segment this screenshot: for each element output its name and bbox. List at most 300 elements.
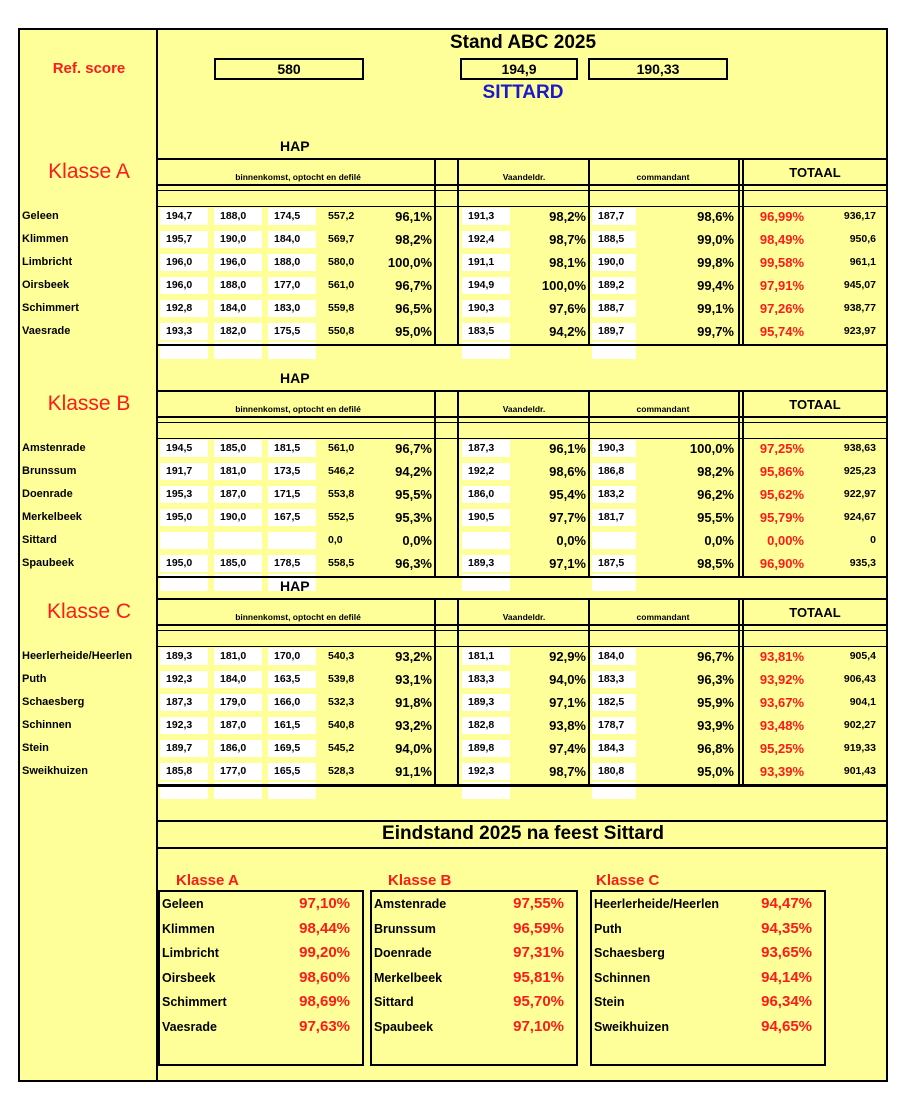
final-team-percent: 95,70% [513,993,564,1010]
percent-value: 95,4% [549,487,586,502]
total-sum: 961,1 [849,256,876,268]
score-cell: 195,0 [160,509,208,526]
section-rule [156,184,888,186]
section-rule [156,646,888,647]
percent-value: 91,1% [395,764,432,779]
score-cell: 169,5 [268,740,316,757]
score-cell: 183,2 [592,486,636,503]
section-rule [156,422,888,423]
score-cell: 190,3 [462,300,510,317]
column-header-commandant: commandant [636,404,690,414]
score-cell: 189,7 [160,740,208,757]
final-team-name: Schimmert [162,995,227,1009]
percent-value: 93,8% [549,718,586,733]
score-cell: 190,0 [592,254,636,271]
percent-value: 99,7% [697,324,734,339]
percent-value: 100,0% [387,255,432,270]
team-name: Doenrade [22,488,73,500]
final-title: Eindstand 2025 na feest Sittard [382,823,664,844]
score-cell: 182,8 [462,717,510,734]
score-cell: 184,0 [214,671,262,688]
score-cell: 187,3 [462,440,510,457]
score-cell: 187,5 [592,555,636,572]
percent-value: 98,6% [697,209,734,224]
total-sum: 935,3 [849,557,876,569]
score-cell: 196,0 [214,254,262,271]
column-header-binnenkomst: binnenkomst, optocht en defilé [235,612,361,622]
column-header-totaal: TOTAAL [789,605,841,620]
team-name: Schinnen [22,719,72,731]
percent-value: 95,3% [395,510,432,525]
percent-value: 93,2% [395,718,432,733]
column-divider [588,598,590,784]
percent-value: 100,0% [541,278,586,293]
percent-value: 96,8% [697,741,734,756]
score-cell: 181,1 [462,648,510,665]
percent-value: 94,2% [395,464,432,479]
column-divider [457,158,458,344]
final-team-name: Klimmen [162,921,215,936]
hap-label: HAP [280,578,310,594]
total-sum: 945,07 [843,279,876,291]
score-cell: 195,3 [160,486,208,503]
score-cell: 189,8 [462,740,510,757]
score-cell: 191,3 [462,208,510,225]
sheet-title: Stand ABC 2025 [449,32,597,53]
percent-value: 96,5% [395,301,432,316]
total-sum: 938,63 [843,442,876,454]
score-cell: 178,5 [268,555,316,572]
final-team-percent: 97,10% [299,895,350,912]
final-team-name: Stein [594,995,625,1009]
sum-value: 528,3 [328,765,355,777]
score-cell: 182,0 [214,323,262,340]
score-cell: 185,8 [160,763,208,780]
percent-value: 95,5% [697,510,734,525]
column-divider [457,598,458,784]
percent-value: 98,6% [549,464,586,479]
score-cell: 167,5 [268,509,316,526]
total-sum: 922,97 [843,488,876,500]
column-divider [738,390,740,576]
section-rule [156,206,888,207]
team-name: Sweikhuizen [22,765,89,777]
klasse-label: Klasse A [48,160,130,183]
final-team-percent: 94,47% [761,895,812,912]
score-cell: 183,3 [462,671,510,688]
score-cell: 187,3 [160,694,208,711]
ref-score-vaandel: 194,9 [460,58,578,80]
score-cell: 189,2 [592,277,636,294]
score-cell: 192,8 [160,300,208,317]
score-cell: 186,0 [462,486,510,503]
percent-value: 99,8% [697,255,734,270]
total-sum: 0 [870,534,876,546]
total-sum: 902,27 [843,719,876,731]
score-cell: 185,0 [214,555,262,572]
column-header-totaal: TOTAAL [789,165,841,180]
final-team-percent: 94,14% [761,968,812,986]
section-rule [156,390,888,392]
sum-value: 539,8 [328,673,355,685]
score-cell: 186,8 [592,463,636,480]
section-bottom-rule [156,344,888,346]
final-team-name: Doenrade [374,946,432,960]
percent-value: 93,1% [395,672,432,687]
total-sum: 925,23 [843,465,876,477]
score-cell: 192,3 [160,717,208,734]
total-percent: 96,99% [759,209,804,224]
percent-value: 97,1% [549,695,586,710]
total-percent: 97,26% [759,301,804,316]
section-rule [156,624,888,626]
team-name: Puth [22,673,47,685]
score-cell: 183,0 [268,300,316,317]
score-cell: 181,7 [592,509,636,526]
score-cell [268,532,316,549]
percent-value: 93,2% [395,649,432,664]
score-cell: 181,0 [214,648,262,665]
final-group-label: Klasse B [388,872,452,889]
percent-value: 99,0% [697,232,734,247]
section-rule [156,190,888,191]
column-divider [457,390,458,576]
column-divider [738,158,740,344]
score-cell: 181,5 [268,440,316,457]
final-team-name: Schinnen [594,970,651,985]
total-sum: 905,4 [849,650,876,662]
team-name: Schimmert [22,302,79,314]
score-cell: 182,5 [592,694,636,711]
score-cell: 189,3 [462,694,510,711]
gap-rule [156,785,888,787]
sum-value: 580,0 [328,256,355,268]
final-title-rule [156,847,888,849]
score-cell: 186,0 [214,740,262,757]
score-cell: 192,3 [462,763,510,780]
percent-value: 96,7% [395,278,432,293]
team-name: Stein [22,742,49,754]
sum-value: 558,5 [328,557,355,569]
score-cell: 192,3 [160,671,208,688]
sum-value: 0,0 [328,534,343,546]
score-cell: 180,8 [592,763,636,780]
column-divider [742,390,744,576]
sum-value: 552,5 [328,511,355,523]
score-cell: 174,5 [268,208,316,225]
score-cell: 175,5 [268,323,316,340]
score-cell: 189,7 [592,323,636,340]
percent-value: 98,1% [549,255,586,270]
section-rule [156,158,888,160]
ref-score-commandant: 190,33 [588,58,728,80]
column-header-commandant: commandant [636,612,690,622]
percent-value: 97,6% [549,301,586,316]
total-percent: 0,00% [767,533,804,548]
column-divider [434,158,436,344]
percent-value: 94,2% [549,324,586,339]
percent-value: 98,2% [549,209,586,224]
score-cell: 189,3 [462,555,510,572]
total-percent: 93,92% [759,672,804,687]
total-percent: 97,25% [759,441,804,456]
section-rule [156,416,888,418]
hap-label: HAP [280,138,310,154]
final-team-percent: 96,59% [513,919,564,937]
percent-value: 99,1% [697,301,734,316]
score-cell: 184,0 [214,300,262,317]
total-percent: 93,48% [759,718,804,733]
total-percent: 95,25% [759,741,804,756]
percent-value: 96,3% [395,556,432,571]
final-team-percent: 94,35% [761,919,812,937]
final-team-name: Heerlerheide/Heerlen [594,897,720,911]
final-team-percent: 98,60% [299,968,350,986]
score-cell: 184,0 [592,648,636,665]
percent-value: 96,1% [549,441,586,456]
sum-value: 546,2 [328,465,355,477]
percent-value: 98,7% [549,232,586,247]
column-divider [738,598,740,784]
percent-value: 92,9% [549,649,586,664]
percent-value: 91,8% [395,695,432,710]
score-cell: 190,0 [214,509,262,526]
score-sheet [18,28,888,1082]
klasse-label: Klasse B [47,392,131,415]
section-rule [156,598,888,600]
total-percent: 95,62% [759,487,804,502]
total-percent: 97,91% [759,278,804,293]
total-percent: 93,81% [759,649,804,664]
score-cell [214,532,262,549]
total-sum: 924,67 [843,511,876,523]
team-name: Oirsbeek [22,279,70,291]
final-team-percent: 99,20% [299,944,350,961]
score-cell: 166,0 [268,694,316,711]
total-percent: 99,58% [759,255,804,270]
final-team-name: Sittard [374,995,414,1009]
final-team-percent: 98,44% [299,919,350,937]
percent-value: 0,0% [402,533,432,548]
team-name: Limbricht [22,256,73,268]
percent-value: 97,4% [549,741,586,756]
percent-value: 98,2% [395,232,432,247]
total-percent: 95,79% [759,510,804,525]
score-cell: 194,5 [160,440,208,457]
percent-value: 94,0% [549,672,586,687]
final-team-percent: 98,69% [299,993,350,1010]
score-cell: 194,9 [462,277,510,294]
ref-score-label: Ref. score [52,60,126,77]
score-cell: 188,7 [592,300,636,317]
final-team-percent: 97,55% [513,895,564,912]
score-cell: 188,0 [214,277,262,294]
sum-value: 561,0 [328,442,355,454]
percent-value: 95,0% [395,324,432,339]
column-divider [588,158,590,344]
percent-value: 96,3% [697,672,734,687]
column-divider [434,390,436,576]
sum-value: 553,8 [328,488,355,500]
score-cell: 173,5 [268,463,316,480]
final-team-name: Puth [594,921,622,936]
score-cell: 189,3 [160,648,208,665]
final-team-percent: 97,10% [513,1017,564,1035]
final-team-name: Geleen [162,897,204,911]
final-team-name: Oirsbeek [162,970,216,985]
final-team-name: Sweikhuizen [594,1019,670,1034]
score-cell: 163,5 [268,671,316,688]
score-cell: 184,3 [592,740,636,757]
score-cell: 170,0 [268,648,316,665]
column-divider [742,158,744,344]
final-group-label: Klasse A [176,872,239,889]
final-team-percent: 93,65% [761,944,812,961]
score-cell: 190,3 [592,440,636,457]
section-rule [156,438,888,439]
score-cell [462,532,510,549]
score-cell: 193,3 [160,323,208,340]
final-team-name: Limbricht [162,946,219,960]
total-percent: 95,74% [759,324,804,339]
score-cell: 188,0 [268,254,316,271]
score-cell: 191,1 [462,254,510,271]
score-cell: 171,5 [268,486,316,503]
final-team-name: Brunssum [374,921,436,936]
percent-value: 96,7% [697,649,734,664]
final-team-percent: 94,65% [761,1017,812,1035]
score-cell: 161,5 [268,717,316,734]
final-team-percent: 97,31% [513,944,564,961]
total-percent: 96,90% [759,556,804,571]
klasse-label: Klasse C [46,600,132,623]
ref-score-hap: 580 [214,58,364,80]
percent-value: 93,9% [697,718,734,733]
team-name: Merkelbeek [22,511,82,523]
score-cell: 184,0 [268,231,316,248]
sum-value: 545,2 [328,742,355,754]
total-percent: 98,49% [759,232,804,247]
score-cell: 178,7 [592,717,636,734]
percent-value: 97,7% [549,510,586,525]
percent-value: 95,5% [395,487,432,502]
team-name: Geleen [22,210,59,222]
column-header-totaal: TOTAAL [789,397,841,412]
score-cell: 196,0 [160,254,208,271]
score-cell: 177,0 [268,277,316,294]
percent-value: 98,5% [697,556,734,571]
team-name: Klimmen [22,233,69,245]
total-percent: 95,86% [759,464,804,479]
total-sum: 906,43 [843,673,876,685]
total-sum: 938,77 [843,302,876,314]
score-cell: 195,0 [160,555,208,572]
total-percent: 93,67% [759,695,804,710]
team-name: Vaesrade [22,325,71,337]
sum-value: 540,8 [328,719,355,731]
percent-value: 0,0% [704,533,734,548]
column-header-binnenkomst: binnenkomst, optocht en defilé [235,404,361,414]
team-name: Spaubeek [22,557,74,569]
score-cell: 179,0 [214,694,262,711]
sum-value: 561,0 [328,279,355,291]
final-team-percent: 97,63% [299,1017,350,1035]
score-cell: 192,4 [462,231,510,248]
column-divider [588,390,590,576]
column-header-vaandel: Vaandeldr. [502,404,546,414]
column-divider [742,598,744,784]
sum-value: 559,8 [328,302,355,314]
percent-value: 99,4% [697,278,734,293]
column-divider [434,598,436,784]
team-name: Amstenrade [22,442,86,454]
percent-value: 98,2% [697,464,734,479]
score-cell: 187,0 [214,486,262,503]
score-cell: 190,5 [462,509,510,526]
sum-value: 540,3 [328,650,355,662]
score-cell: 188,0 [214,208,262,225]
score-cell: 191,7 [160,463,208,480]
score-cell: 195,7 [160,231,208,248]
team-name: Heerlerheide/Heerlen [22,650,133,662]
final-team-name: Schaesberg [594,946,665,960]
team-name: Sittard [22,534,57,546]
final-team-name: Merkelbeek [374,970,443,985]
percent-value: 96,1% [395,209,432,224]
final-group-label: Klasse C [596,872,660,889]
total-sum: 950,6 [849,233,876,245]
sum-value: 569,7 [328,233,355,245]
final-top-rule [156,820,888,822]
column-header-commandant: commandant [636,172,690,182]
score-cell: 185,0 [214,440,262,457]
sum-value: 557,2 [328,210,355,222]
score-cell: 192,2 [462,463,510,480]
final-team-name: Vaesrade [162,1019,217,1034]
percent-value: 98,7% [549,764,586,779]
percent-value: 95,0% [697,764,734,779]
score-cell: 181,0 [214,463,262,480]
score-cell [592,532,636,549]
score-cell: 187,0 [214,717,262,734]
score-cell: 190,0 [214,231,262,248]
percent-value: 94,0% [395,741,432,756]
score-cell: 187,7 [592,208,636,225]
hap-label: HAP [280,370,310,386]
team-name: Schaesberg [22,696,85,708]
sum-value: 532,3 [328,696,355,708]
total-sum: 936,17 [843,210,876,222]
percent-value: 96,2% [697,487,734,502]
score-cell: 177,0 [214,763,262,780]
column-header-binnenkomst: binnenkomst, optocht en defilé [235,172,361,182]
location-title: SITTARD [482,82,564,103]
score-cell: 183,3 [592,671,636,688]
score-cell: 188,5 [592,231,636,248]
percent-value: 0,0% [556,533,586,548]
column-header-vaandel: Vaandeldr. [502,172,546,182]
score-cell: 183,5 [462,323,510,340]
score-cell: 165,5 [268,763,316,780]
final-team-percent: 95,81% [513,968,564,986]
score-cell [160,532,208,549]
score-cell: 194,7 [160,208,208,225]
sum-value: 550,8 [328,325,355,337]
team-name: Brunssum [22,465,77,477]
final-team-name: Amstenrade [374,897,447,911]
final-team-name: Spaubeek [374,1019,434,1034]
total-sum: 904,1 [849,696,876,708]
